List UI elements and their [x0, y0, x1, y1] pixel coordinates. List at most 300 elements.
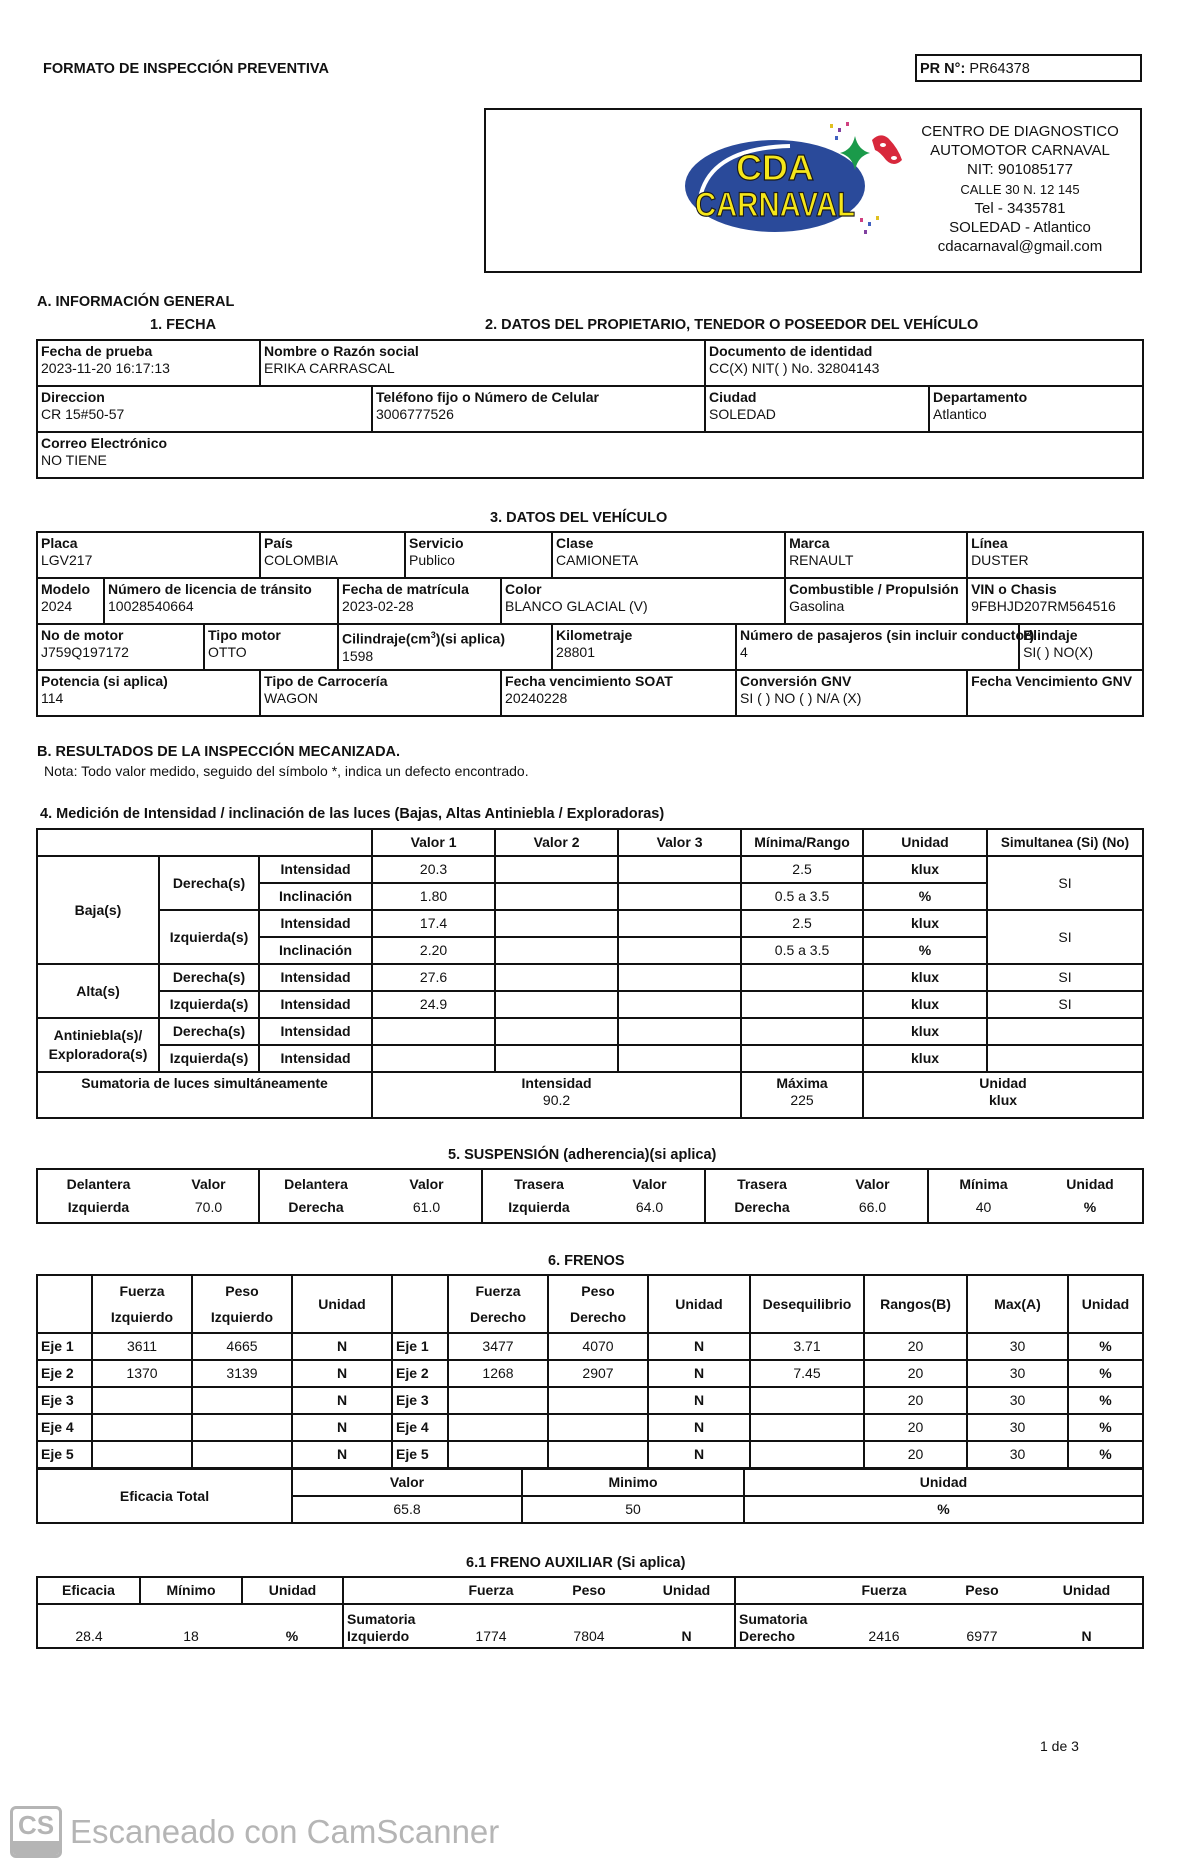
- center-city: SOLEDAD - Atlantico: [949, 219, 1091, 237]
- sublabel: Derecha: [288, 1199, 344, 1215]
- eficacia-minimo-label: Minimo: [522, 1469, 744, 1496]
- unidad-pct: %: [1068, 1414, 1143, 1441]
- max: 30: [967, 1387, 1068, 1414]
- valor2: [495, 937, 618, 964]
- table-row: [37, 910, 1143, 937]
- fuerza-izq: [92, 1387, 192, 1414]
- aux-brake-table: [36, 1576, 1144, 1649]
- camscanner-logo-text: CS: [17, 1809, 55, 1840]
- value: WAGON: [264, 690, 318, 706]
- lights-header-blank: [37, 829, 372, 856]
- label: Izquierdo: [110, 1309, 174, 1325]
- value: ERIKA CARRASCAL: [264, 360, 395, 376]
- peso-der: [548, 1414, 648, 1441]
- peso-der: [548, 1387, 648, 1414]
- value: 70.0: [194, 1199, 223, 1215]
- eje-label: Eje 2: [392, 1360, 448, 1387]
- suspension-row: [37, 1169, 1143, 1223]
- simultanea: SI: [987, 991, 1143, 1018]
- cell-no-motor: [37, 624, 204, 670]
- label: Unidad: [1066, 1176, 1114, 1192]
- valor3: [618, 883, 741, 910]
- valor2: [495, 1018, 618, 1045]
- cell-gnv: [736, 670, 967, 716]
- label: Derecho: [569, 1309, 627, 1325]
- eficacia-unidad-label: Unidad: [744, 1469, 1143, 1496]
- aux-sumatoria-der-label: [735, 1604, 835, 1648]
- valor3: [618, 1018, 741, 1045]
- side-izquierda: Izquierda(s): [159, 991, 259, 1018]
- cell-placa: [37, 532, 260, 578]
- valor1: [372, 1045, 495, 1072]
- label: Marca: [789, 535, 830, 551]
- lights-sum-row: [37, 1072, 1143, 1118]
- desequilibrio: 7.45: [750, 1360, 864, 1387]
- unidad-pct: %: [1068, 1387, 1143, 1414]
- eje-label: Eje 4: [392, 1414, 448, 1441]
- value: 10028540664: [108, 598, 194, 614]
- header-unidad-izq: Unidad: [292, 1275, 392, 1333]
- brakes-title: 6. FRENOS: [548, 1253, 625, 1269]
- cell-tipo-motor: [204, 624, 338, 670]
- section-b-title: B. RESULTADOS DE LA INSPECCIÓN MECANIZADA.: [37, 744, 401, 760]
- label: Clase: [556, 535, 594, 551]
- unidad-pct: %: [1068, 1441, 1143, 1468]
- lights-title: 4. Medición de Intensidad / inclinación de las luces (Bajas, Altas Antiniebla / Exploradoras): [40, 806, 665, 822]
- section-b-note: Nota: Todo valor medido, seguido del símbolo *, indica un defecto encontrado.: [44, 763, 529, 779]
- valor3: [618, 856, 741, 883]
- vehicle-section-title: 3. DATOS DEL VEHÍCULO: [490, 510, 668, 526]
- cell-soat: [501, 670, 736, 716]
- cda-carnaval-logo: [680, 118, 905, 238]
- aux-izq-unidad-label: Unidad: [639, 1577, 735, 1604]
- valor3: [618, 991, 741, 1018]
- blank: [37, 1275, 92, 1333]
- peso-izq: 3139: [192, 1360, 292, 1387]
- fuerza-der: [448, 1441, 548, 1468]
- subsection-fecha-title: 1. FECHA: [150, 317, 217, 333]
- table-row: [37, 991, 1143, 1018]
- cell-correo: [37, 432, 1143, 478]
- max: 30: [967, 1360, 1068, 1387]
- eficacia-valor-label: Valor: [292, 1469, 522, 1496]
- cell-blindaje: [1019, 624, 1143, 670]
- rango: 20: [864, 1441, 967, 1468]
- header-valor2: Valor 2: [495, 829, 618, 856]
- cell-kilometraje: [552, 624, 736, 670]
- value: SI ( ) NO ( ) N/A (X): [740, 690, 862, 706]
- center-name-line2: AUTOMOTOR CARNAVAL: [930, 142, 1110, 160]
- value: RENAULT: [789, 552, 854, 568]
- label: Tipo de Carrocería: [264, 673, 388, 689]
- sum-unidad: [863, 1072, 1143, 1118]
- aux-sumatoria-izq-label: [343, 1604, 443, 1648]
- valor1: 20.3: [372, 856, 495, 883]
- aux-der-unidad: N: [1031, 1604, 1143, 1648]
- aux-der-unidad-label: Unidad: [1031, 1577, 1143, 1604]
- value: 66.0: [858, 1199, 887, 1215]
- header-simultanea: Simultanea (Si) (No): [987, 829, 1143, 856]
- measure: Intensidad: [259, 910, 372, 937]
- unidad: klux: [863, 910, 987, 937]
- unidad: klux: [863, 856, 987, 883]
- eje-label: Eje 5: [37, 1441, 92, 1468]
- susp-unidad: [1038, 1169, 1143, 1223]
- value: klux: [989, 1092, 1018, 1108]
- logo-text-carnaval: CARNAVAL: [695, 186, 855, 224]
- side-izquierda: Izquierda(s): [159, 910, 259, 964]
- fuerza-izq: [92, 1441, 192, 1468]
- label: Izquierdo: [347, 1628, 410, 1644]
- header-desequilibrio: Desequilibrio: [750, 1275, 864, 1333]
- measure: Intensidad: [259, 1018, 372, 1045]
- value: Publico: [409, 552, 455, 568]
- header-max: Max(A): [967, 1275, 1068, 1333]
- valor3: [618, 964, 741, 991]
- sublabel: Derecha: [734, 1199, 790, 1215]
- minima: 2.5: [741, 910, 863, 937]
- cell-marca: [785, 532, 967, 578]
- eficacia-total-label: Eficacia Total: [37, 1469, 292, 1523]
- header-unidad-pct: Unidad: [1068, 1275, 1143, 1333]
- label: Sumatoria: [347, 1611, 416, 1627]
- suspension-table: [36, 1168, 1144, 1224]
- center-address: CALLE 30 N. 12 145: [960, 181, 1080, 197]
- table-row: [37, 964, 1143, 991]
- aux-unidad-label: Unidad: [242, 1577, 343, 1604]
- value: CC(X) NIT( ) No. 32804143: [709, 360, 880, 376]
- value: CR 15#50-57: [41, 406, 125, 422]
- side-derecha: Derecha(s): [159, 964, 259, 991]
- valor1: 2.20: [372, 937, 495, 964]
- valor1: 17.4: [372, 910, 495, 937]
- blank: [735, 1577, 835, 1604]
- label: Delantera: [66, 1176, 131, 1192]
- cell-pais: [260, 532, 405, 578]
- label: Valor: [632, 1176, 667, 1192]
- brakes-efficacy-table: [36, 1468, 1144, 1524]
- label: Potencia (si aplica): [41, 673, 168, 689]
- subsection-propietario-title: 2. DATOS DEL PROPIETARIO, TENEDOR O POSEEDOR DEL VEHÍCULO: [485, 317, 979, 333]
- value: 225: [790, 1092, 814, 1108]
- cell-carroceria: [260, 670, 501, 716]
- owner-info-table: [36, 339, 1144, 479]
- value: 40: [975, 1199, 992, 1215]
- susp-trasera-der-label: [705, 1169, 818, 1223]
- peso-izq: 4665: [192, 1333, 292, 1360]
- simultanea: [987, 1045, 1143, 1072]
- header-peso-der: [548, 1275, 648, 1333]
- minima: [741, 1045, 863, 1072]
- value: 2023-11-20 16:17:13: [41, 360, 170, 376]
- max: 30: [967, 1333, 1068, 1360]
- header-unidad-der: Unidad: [648, 1275, 750, 1333]
- cell-gnv-vencimiento: [967, 670, 1143, 716]
- label: Trasera: [514, 1176, 564, 1192]
- label: Combustible / Propulsión: [789, 581, 959, 597]
- rango: 20: [864, 1360, 967, 1387]
- table-row: [37, 1441, 1143, 1468]
- measure: Intensidad: [259, 1045, 372, 1072]
- valor3: [618, 937, 741, 964]
- susp-minima: [928, 1169, 1038, 1223]
- label: Trasera: [737, 1176, 787, 1192]
- cell-color: [501, 578, 785, 624]
- label: Derecho: [469, 1309, 527, 1325]
- rango: 20: [864, 1414, 967, 1441]
- label: Línea: [971, 535, 1008, 551]
- minima: 0.5 a 3.5: [741, 883, 863, 910]
- eje-label: Eje 5: [392, 1441, 448, 1468]
- label: Valor: [191, 1176, 226, 1192]
- aux-der-fuerza: 2416: [835, 1604, 933, 1648]
- value: OTTO: [208, 644, 247, 660]
- table-row: [37, 856, 1143, 883]
- label: Número de pasajeros (sin incluir conductor): [740, 627, 1035, 643]
- table-row: [37, 1018, 1143, 1045]
- label: Departamento: [933, 389, 1028, 405]
- aux-der-peso: 6977: [933, 1604, 1031, 1648]
- unidad-der: N: [648, 1414, 750, 1441]
- label: Fuerza: [119, 1283, 165, 1299]
- fuerza-der: 1268: [448, 1360, 548, 1387]
- rango: 20: [864, 1387, 967, 1414]
- unidad-der: N: [648, 1441, 750, 1468]
- susp-trasera-izq-valor: [595, 1169, 705, 1223]
- valor2: [495, 910, 618, 937]
- label: Documento de identidad: [709, 343, 873, 359]
- label: No de motor: [41, 627, 124, 643]
- label: Valor: [409, 1176, 444, 1192]
- valor1: 27.6: [372, 964, 495, 991]
- unidad-izq: N: [292, 1441, 392, 1468]
- cell-linea: [967, 532, 1143, 578]
- center-name-line1: CENTRO DE DIAGNOSTICO: [921, 123, 1119, 140]
- brakes-table: [36, 1274, 1144, 1469]
- group-alta: Alta(s): [37, 964, 159, 1018]
- value: SOLEDAD: [709, 406, 776, 422]
- desequilibrio: [750, 1387, 864, 1414]
- peso-der: 4070: [548, 1333, 648, 1360]
- label: Máxima: [776, 1075, 828, 1091]
- susp-trasera-der-valor: [818, 1169, 928, 1223]
- eficacia-minimo: 50: [522, 1496, 744, 1523]
- unidad-izq: N: [292, 1360, 392, 1387]
- value: SI( ) NO(X): [1023, 644, 1094, 660]
- table-row: [37, 1360, 1143, 1387]
- simultanea: [987, 1018, 1143, 1045]
- value: 3006777526: [376, 406, 454, 422]
- value: 114: [41, 690, 64, 706]
- cell-modelo: [37, 578, 104, 624]
- center-nit: NIT: 901085177: [967, 161, 1073, 179]
- fuerza-izq: 3611: [92, 1333, 192, 1360]
- label: País: [264, 535, 293, 551]
- cell-vin: [967, 578, 1143, 624]
- label: Teléfono fijo o Número de Celular: [376, 389, 599, 405]
- aux-izq-unidad: N: [639, 1604, 735, 1648]
- susp-delantera-izq-label: [37, 1169, 159, 1223]
- cell-clase: [552, 532, 785, 578]
- suspension-title: 5. SUSPENSIÓN (adherencia)(si aplica): [448, 1147, 717, 1163]
- label: Intensidad: [521, 1075, 592, 1091]
- diagnostic-center-info: [905, 122, 1135, 256]
- valor1: 24.9: [372, 991, 495, 1018]
- eje-label: Eje 2: [37, 1360, 92, 1387]
- aux-izq-fuerza-label: Fuerza: [443, 1577, 539, 1604]
- value: 20240228: [505, 690, 568, 706]
- aux-der-fuerza-label: Fuerza: [835, 1577, 933, 1604]
- table-row: [37, 1387, 1143, 1414]
- label-part: )(si aplica): [435, 630, 505, 647]
- peso-izq: [192, 1441, 292, 1468]
- carnival-mask-icon: [872, 135, 902, 164]
- simultanea: SI: [987, 910, 1143, 964]
- side-derecha: Derecha(s): [159, 1018, 259, 1045]
- cell-potencia: [37, 670, 260, 716]
- label: Derecho: [739, 1628, 796, 1644]
- value: 2023-02-28: [342, 598, 414, 614]
- label: Delantera: [284, 1176, 348, 1192]
- value: Gasolina: [789, 598, 845, 614]
- minima: 2.5: [741, 856, 863, 883]
- value: BLANCO GLACIAL (V): [505, 598, 648, 614]
- value: DUSTER: [971, 552, 1029, 568]
- eje-label: Eje 1: [392, 1333, 448, 1360]
- header-fuerza-izq: [92, 1275, 192, 1333]
- minima: [741, 964, 863, 991]
- value: NO TIENE: [41, 452, 107, 468]
- header-unidad: Unidad: [863, 829, 987, 856]
- unidad-izq: N: [292, 1387, 392, 1414]
- peso-der: [548, 1441, 648, 1468]
- label: Kilometraje: [556, 627, 633, 643]
- measure: Intensidad: [259, 856, 372, 883]
- label: Tipo motor: [208, 627, 281, 643]
- unidad: klux: [863, 1045, 987, 1072]
- cell-servicio: [405, 532, 552, 578]
- label: Número de licencia de tránsito: [108, 581, 312, 597]
- blank: [392, 1275, 448, 1333]
- sublabel: Izquierda: [67, 1199, 130, 1215]
- logo-text-cda: CDA: [736, 147, 814, 188]
- label: Placa: [41, 535, 78, 551]
- aux-unidad: %: [242, 1604, 343, 1648]
- header-valor3: Valor 3: [618, 829, 741, 856]
- sum-label: Sumatoria de luces simultáneamente: [37, 1072, 372, 1118]
- aux-eficacia: 28.4: [37, 1604, 140, 1648]
- eje-label: Eje 3: [37, 1387, 92, 1414]
- label: Conversión GNV: [740, 673, 852, 689]
- measure: Inclinación: [259, 883, 372, 910]
- valor1: 1.80: [372, 883, 495, 910]
- peso-der: 2907: [548, 1360, 648, 1387]
- table-row: [37, 1045, 1143, 1072]
- minima: [741, 1018, 863, 1045]
- side-izquierda: Izquierda(s): [159, 1045, 259, 1072]
- group-antiniebla: Antiniebla(s)/ Exploradora(s): [37, 1018, 159, 1072]
- aux-brake-title: 6.1 FRENO AUXILIAR (Si aplica): [466, 1555, 686, 1571]
- label: Peso: [581, 1283, 615, 1299]
- pr-number-box: [915, 54, 1142, 82]
- label: Peso: [225, 1283, 259, 1299]
- aux-izq-fuerza: 1774: [443, 1604, 539, 1648]
- label: Izquierdo: [210, 1309, 274, 1325]
- unidad: %: [863, 883, 987, 910]
- label: Sumatoria: [739, 1611, 808, 1627]
- unidad-pct: %: [1068, 1360, 1143, 1387]
- sum-intensidad: [372, 1072, 741, 1118]
- unidad: klux: [863, 964, 987, 991]
- label-part: Cilindraje(cm: [342, 630, 431, 647]
- lights-table: [36, 828, 1144, 1119]
- cell-telefono: [372, 386, 705, 432]
- document-title: FORMATO DE INSPECCIÓN PREVENTIVA: [43, 61, 329, 77]
- label: Nombre o Razón social: [264, 343, 419, 359]
- label: VIN o Chasis: [971, 581, 1057, 597]
- measure: Intensidad: [259, 964, 372, 991]
- peso-izq: [192, 1414, 292, 1441]
- side-derecha: Derecha(s): [159, 856, 259, 910]
- center-tel: Tel - 3435781: [974, 199, 1066, 217]
- label: Fecha de prueba: [41, 343, 153, 359]
- label: [342, 627, 548, 648]
- aux-minimo-label: Mínimo: [140, 1577, 242, 1604]
- camscanner-text: Escaneado con CamScanner: [70, 1813, 500, 1850]
- max: 30: [967, 1414, 1068, 1441]
- peso-izq: [192, 1387, 292, 1414]
- minima: [741, 991, 863, 1018]
- label: Direccion: [41, 389, 105, 405]
- value: %: [1083, 1199, 1097, 1215]
- value: 2024: [41, 598, 73, 614]
- eje-label: Eje 1: [37, 1333, 92, 1360]
- camscanner-logo-icon: [10, 1806, 62, 1858]
- valor2: [495, 964, 618, 991]
- unidad-izq: N: [292, 1333, 392, 1360]
- measure: Intensidad: [259, 991, 372, 1018]
- unidad: klux: [863, 991, 987, 1018]
- aux-der-peso-label: Peso: [933, 1577, 1031, 1604]
- unidad-der: N: [648, 1387, 750, 1414]
- eje-label: Eje 3: [392, 1387, 448, 1414]
- value: 28801: [556, 644, 595, 660]
- cell-ciudad: [705, 386, 929, 432]
- page-number: 1 de 3: [1040, 1738, 1079, 1754]
- fuerza-izq: 1370: [92, 1360, 192, 1387]
- unidad: %: [863, 937, 987, 964]
- value: J759Q197172: [41, 644, 129, 660]
- cell-nombre: [260, 340, 705, 386]
- value: Atlantico: [933, 406, 987, 422]
- max: 30: [967, 1441, 1068, 1468]
- camscanner-watermark: [10, 1806, 499, 1858]
- rango: 20: [864, 1333, 967, 1360]
- label: Correo Electrónico: [41, 435, 168, 451]
- sublabel: Izquierda: [508, 1199, 570, 1215]
- susp-delantera-der-label: [259, 1169, 372, 1223]
- header-peso-izq: [192, 1275, 292, 1333]
- valor2: [495, 856, 618, 883]
- fuerza-der: [448, 1414, 548, 1441]
- valor2: [495, 991, 618, 1018]
- fuerza-der: [448, 1387, 548, 1414]
- susp-trasera-izq-label: [482, 1169, 595, 1223]
- value: 64.0: [635, 1199, 664, 1215]
- label: Modelo: [41, 581, 90, 597]
- valor2: [495, 1045, 618, 1072]
- unidad: klux: [863, 1018, 987, 1045]
